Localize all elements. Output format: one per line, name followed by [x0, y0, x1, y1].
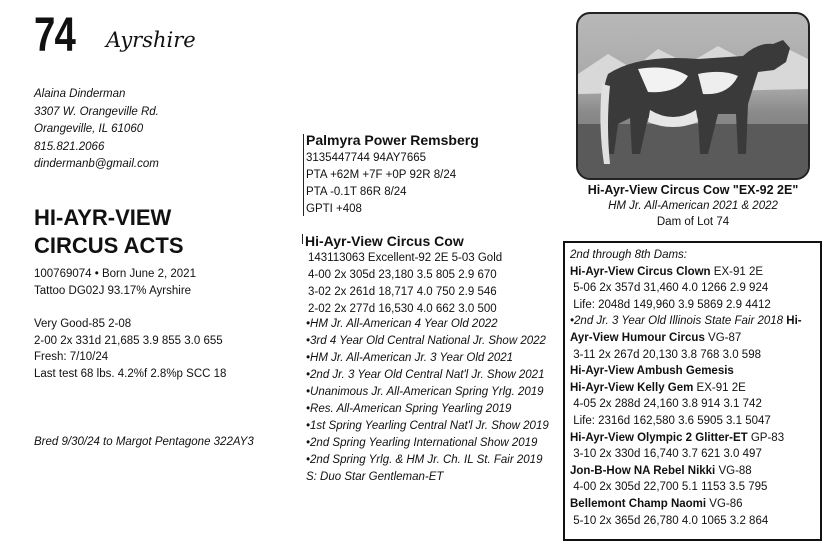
sire-line: PTA -0.1T 86R 8/24: [306, 186, 407, 198]
animal-classification: Very Good-85 2-08: [34, 318, 132, 330]
dam-honor: •3rd 4 Year Old Central National Jr. Show 2022: [306, 335, 546, 347]
dam-honor: •Unanimous Jr. All-American Spring Yrlg. 2019: [306, 386, 544, 398]
dam-2-class: EX-91 2E: [710, 265, 764, 278]
dam-6-record: 3-10 2x 330d 16,740 3.7 621 3.0 497: [573, 448, 762, 461]
dam-line: 2-02 2x 277d 16,530 4.0 662 3.0 500: [308, 303, 497, 315]
animal-name-line-1: HI-AYR-VIEW: [34, 205, 172, 230]
lot-number: 74: [34, 9, 76, 62]
breed-label: Ayrshire: [106, 28, 196, 52]
bred-info: Bred 9/30/24 to Margot Pentagone 322AY3: [34, 436, 254, 448]
owner-email: dindermanb@gmail.com: [34, 158, 159, 171]
dam-honor: •HM Jr. All-American Jr. 3 Year Old 2021: [306, 352, 514, 364]
dam-bracket: [302, 234, 303, 244]
dam-2-life: Life: 2048d 149,960 3.9 5869 2.9 4412: [573, 298, 771, 311]
dam-8-name: Bellemont Champ Naomi: [570, 497, 707, 510]
dam-honor: •HM Jr. All-American 4 Year Old 2022: [306, 318, 498, 330]
dam-2-name: Hi-Ayr-View Circus Clown: [570, 265, 711, 278]
dam-5-name: Hi-Ayr-View Kelly Gem: [570, 381, 694, 394]
dam-5-life: Life: 2316d 162,580 3.6 5905 3.1 5047: [573, 414, 771, 427]
sire-bracket: [303, 134, 304, 216]
dam-3-name: Ayr-View Humour Circus: [570, 331, 705, 344]
sire-name: Palmyra Power Remsberg: [306, 132, 479, 148]
dam-7-record: 4-00 2x 305d 22,700 5.1 1153 3.5 795: [573, 481, 768, 494]
animal-tattoo-line: Tattoo DG02J 93.17% Ayrshire: [34, 284, 192, 297]
dam-honor: •2nd Spring Yrlg. & HM Jr. Ch. IL St. Fair 2019: [306, 454, 543, 466]
dam-7-class: VG-88: [715, 464, 752, 477]
photo-caption-sub1: HM Jr. All-American 2021 & 2022: [608, 200, 778, 212]
dam-3-record: 3-11 2x 267d 20,130 3.8 768 3.0 598: [573, 348, 761, 361]
dam-name: Hi-Ayr-View Circus Cow: [305, 233, 464, 249]
dam-2-record: 5-06 2x 357d 31,460 4.0 1266 2.9 924: [573, 282, 769, 295]
owner-address-2: Orangeville, IL 61060: [34, 123, 144, 136]
dam-honor: •1st Spring Yearling Central Nat'l Jr. Show 2019: [306, 420, 549, 432]
owner-address-1: 3307 W. Orangeville Rd.: [34, 105, 159, 118]
animal-name: [34, 204, 184, 260]
dam-honor: •2nd Jr. 3 Year Old Central Nat'l Jr. Show 2021: [306, 369, 545, 381]
animal-last-test: Last test 68 lbs. 4.2%f 2.8%p SCC 18: [34, 367, 227, 380]
dam-3-name-start: Hi-: [783, 315, 802, 328]
animal-id-line: 100769074 • Born June 2, 2021: [34, 268, 196, 280]
owner-info: [34, 86, 159, 174]
photo-caption-title: Hi-Ayr-View Circus Cow "EX-92 2E": [587, 183, 799, 197]
dam-honor: •Res. All-American Spring Yearling 2019: [306, 403, 512, 415]
owner-phone: 815.821.2066: [34, 140, 105, 153]
dam-line: 143113063 Excellent-92 2E 5-03 Gold: [308, 252, 503, 264]
animal-record: 2-00 2x 331d 21,685 3.9 855 3.0 655: [34, 334, 223, 347]
dam-7-name: Jon-B-How NA Rebel Nikki: [570, 464, 716, 477]
cow-photo: [576, 12, 810, 180]
dam-details: [308, 250, 502, 318]
photo-caption-sub2: Dam of Lot 74: [656, 216, 730, 228]
sire-line: 3135447744 94AY7665: [306, 152, 427, 164]
dam-8-record: 5-10 2x 365d 26,780 4.0 1065 3.2 864: [573, 514, 769, 527]
animal-name-line-2: CIRCUS ACTS: [34, 233, 184, 258]
dam-6-name: Hi-Ayr-View Olympic 2 Glitter-ET: [570, 431, 748, 444]
dams-list: [570, 247, 802, 529]
dam-5-record: 4-05 2x 288d 24,160 3.8 914 3.1 742: [573, 398, 762, 411]
dam-2-honor: •2nd Jr. 3 Year Old Illinois State Fair 2018: [570, 315, 784, 328]
dam-sire-line: S: Duo Star Gentleman-ET: [306, 471, 444, 483]
animal-record-block: [34, 316, 226, 382]
sire-line: PTA +62M +7F +0P 92R 8/24: [306, 169, 457, 181]
dam-3-class: VG-87: [704, 331, 742, 344]
animal-id-block: [34, 266, 196, 299]
cow-illustration: [578, 14, 808, 178]
dam-line: 3-02 2x 261d 18,717 4.0 750 2.9 546: [308, 286, 497, 298]
dam-5-class: EX-91 2E: [693, 381, 746, 394]
dam-8-class: VG-86: [706, 497, 743, 510]
owner-name: Alaina Dinderman: [34, 88, 126, 100]
dam-honors: [306, 316, 549, 486]
dams-header: 2nd through 8th Dams:: [570, 249, 687, 261]
animal-fresh-date: Fresh: 7/10/24: [34, 351, 109, 363]
dam-line: 4-00 2x 305d 23,180 3.5 805 2.9 670: [308, 269, 497, 281]
dam-4-name: Hi-Ayr-View Ambush Gemesis: [570, 365, 734, 378]
dam-6-class: GP-83: [747, 431, 785, 444]
sire-details: [306, 150, 456, 218]
sire-line: GPTI +408: [306, 203, 362, 215]
dam-honor: •2nd Spring Yearling International Show 2019: [306, 437, 538, 449]
